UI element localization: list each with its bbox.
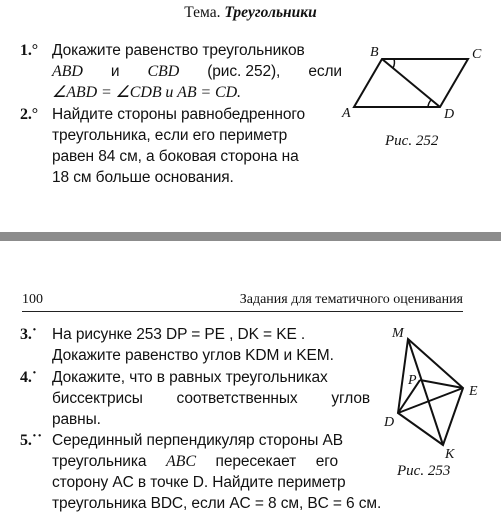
page-number: 100: [22, 292, 43, 307]
problem-line: Докажите равенство углов KDM и KEM.: [52, 347, 334, 364]
page-separator: [0, 232, 501, 241]
word: если: [308, 63, 342, 80]
word: углов: [331, 390, 370, 407]
label-d: D: [444, 107, 455, 122]
problem-line: На рисунке 253 DP = PE , DK = KE .: [52, 326, 306, 343]
label-e: E: [469, 384, 478, 399]
problem-line-justified: [52, 451, 338, 472]
problem-line-justified: [52, 61, 342, 82]
page-title: [0, 4, 501, 22]
problem-number: 5.˙˙: [20, 432, 43, 449]
label-k: K: [445, 447, 455, 462]
word: и: [110, 63, 120, 80]
header-rule: [22, 311, 463, 312]
word: соответственных: [176, 390, 298, 407]
label-b: B: [370, 45, 379, 60]
figure-253: [375, 322, 495, 462]
word: (рис. 252),: [207, 63, 281, 80]
topic-name: Треугольники: [224, 4, 317, 21]
problem-line: Найдите стороны равнобедренного: [52, 106, 306, 123]
problem-number: 2.°: [20, 106, 39, 123]
word: его: [315, 453, 338, 470]
word: пересекает: [215, 453, 297, 470]
problem-line: Серединный перпендикуляр стороны AB: [52, 432, 344, 449]
label-a: A: [342, 106, 351, 121]
label-p: P: [408, 373, 417, 388]
problem-number: 3.˙: [20, 326, 38, 343]
problem-number: 1.°: [20, 42, 39, 59]
angle-mark-b: [393, 59, 394, 68]
problem-line: Докажите равенство треугольников: [52, 42, 305, 59]
topic-prefix: Тема.: [184, 4, 221, 21]
figure-252-caption: Рис. 252: [385, 133, 439, 149]
word: биссектрисы: [52, 390, 143, 407]
problem-number: 4.˙: [20, 369, 38, 386]
angle-mark-d: [428, 100, 431, 107]
problem-line: ∠ABD = ∠CDB и AB = CD.: [52, 84, 241, 101]
diagonal-bd: [382, 59, 440, 107]
running-title: Задания для тематичного оценивания: [239, 292, 463, 307]
label-c: C: [472, 47, 482, 62]
figure-253-caption: Рис. 253: [397, 463, 451, 479]
word: CBD: [147, 63, 180, 80]
problem-line-justified: [52, 388, 370, 409]
word: ABD: [52, 63, 83, 80]
label-d: D: [384, 415, 395, 430]
problem-line: треугольника BDC, если AC = 8 см, BC = 6 см.: [52, 495, 382, 512]
problem-line: сторону AC в точке D. Найдите периметр: [52, 474, 346, 491]
problem-line: треугольника, если его периметр: [52, 127, 288, 144]
label-m: M: [392, 326, 404, 341]
figure-252: [340, 45, 490, 125]
word: треугольника: [52, 453, 147, 470]
word: ABC: [166, 453, 196, 470]
problem-line: равен 84 см, а боковая сторона на: [52, 148, 299, 165]
problem-line: равны.: [52, 411, 101, 428]
problem-line: Докажите, что в равных треугольниках: [52, 369, 328, 386]
problem-line: 18 см больше основания.: [52, 169, 234, 186]
